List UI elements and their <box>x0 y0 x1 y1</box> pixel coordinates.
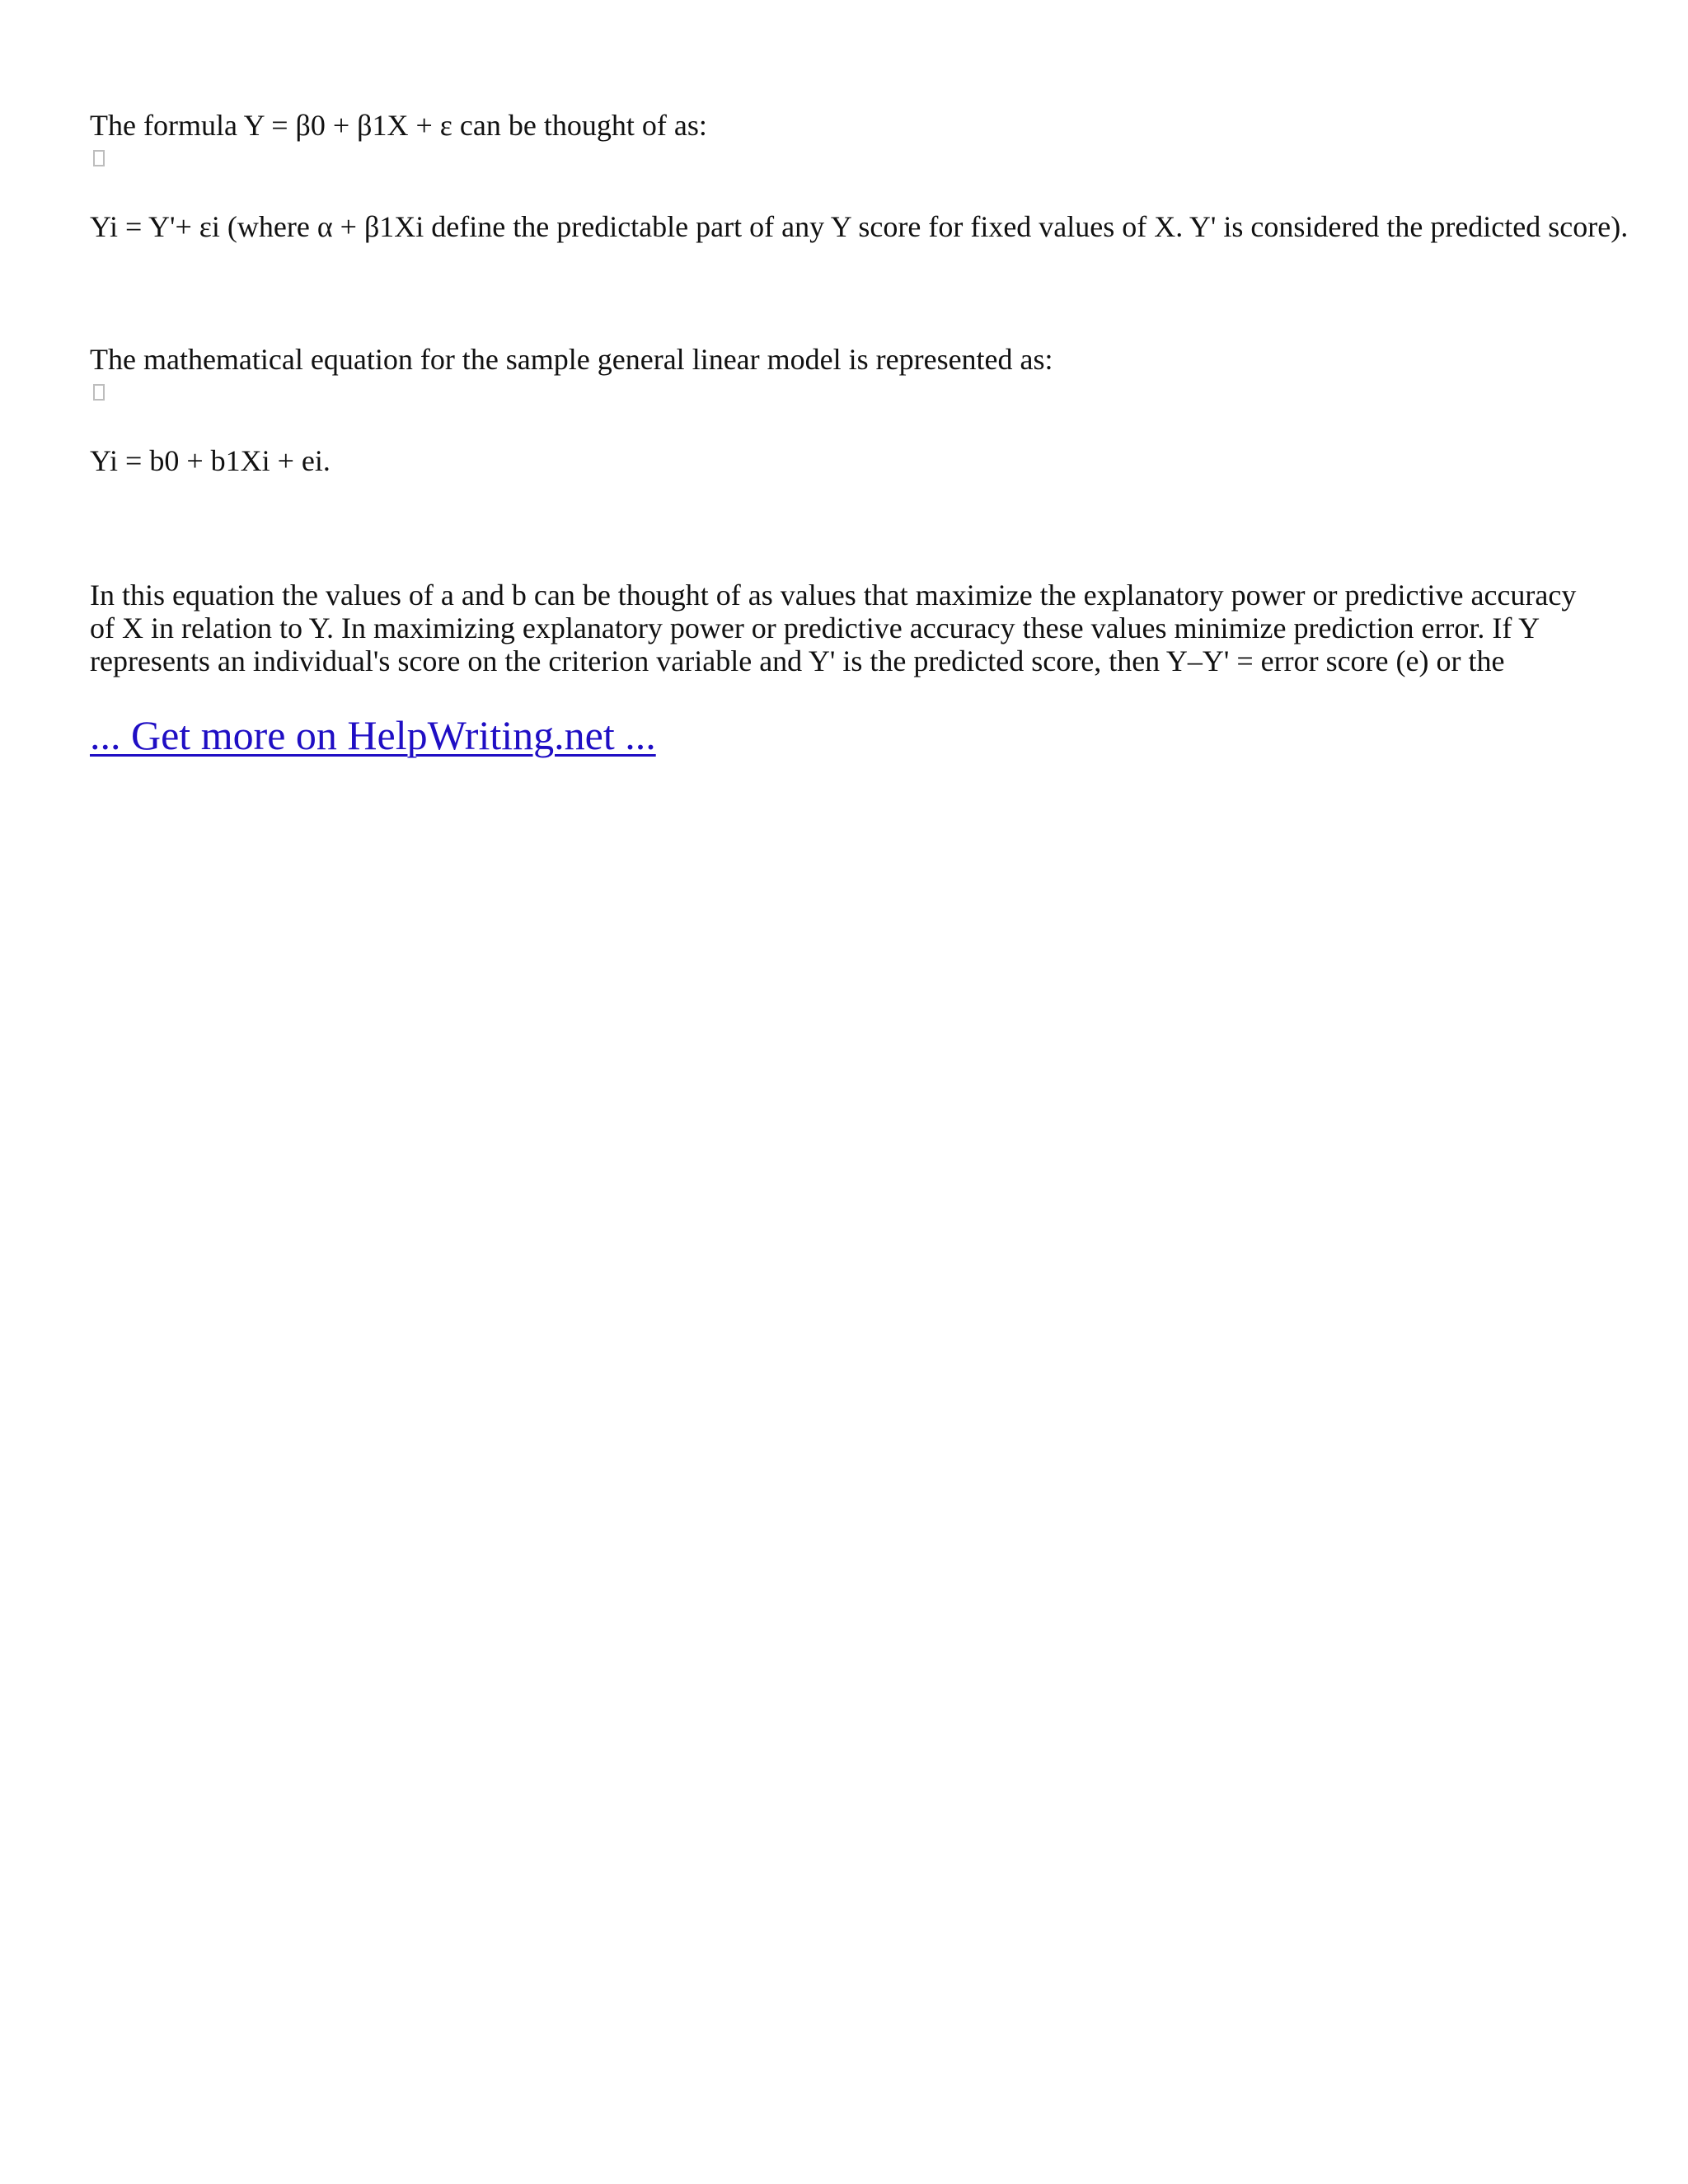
get-more-link[interactable]: ... Get more on HelpWriting.net ... <box>90 712 656 758</box>
question-2-text: The mathematical equation for the sample general linear model is represented as: <box>90 343 1053 376</box>
answer-2-text: Yi = b0 + b1Xi + ei. <box>90 444 331 477</box>
question-1-text: The formula Y = β0 + β1X + ε can be thought of as: <box>90 109 707 142</box>
missing-image-icon <box>93 150 105 166</box>
answer-1-text: Yi = Y'+ εi (where α + β1Xi define the predictable part of any Y score for fixed values of X. Y' is considered the predicted score). <box>90 210 1629 243</box>
body-paragraph: In this equation the values of a and b can be thought of as values that maximize the explanatory power or predictive accuracy of X in relation to Y. In maximizing explanatory power or predictive accuracy these values minimize prediction error. If Y represents an individual's score on the criterion variable and Y' is the predicted score, then Y–Y' = error score (e) or the <box>90 579 1577 677</box>
missing-image-icon <box>93 384 105 401</box>
